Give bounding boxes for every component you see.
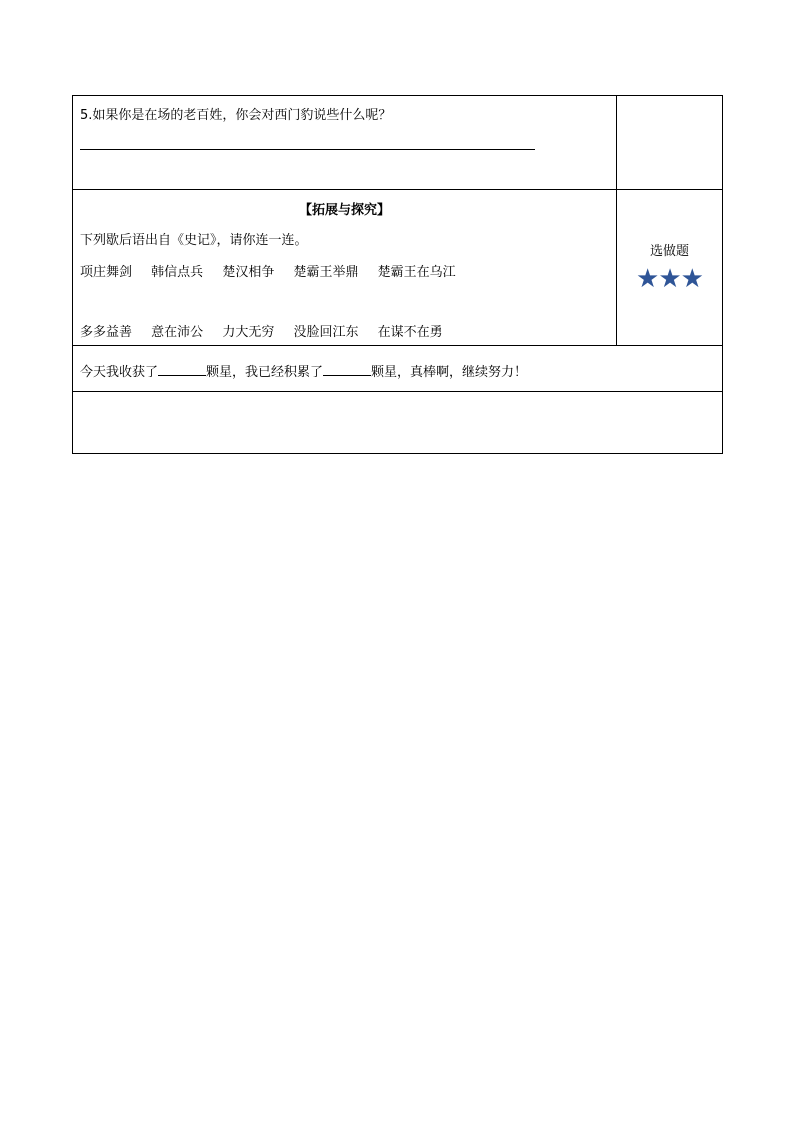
extension-row — [73, 190, 723, 346]
extension-instruction: 下列歇后语出自《史记》，请你连一连。 — [80, 233, 308, 248]
extension-title: 【拓展与探究】 — [298, 203, 390, 218]
empty-cell[interactable] — [73, 392, 723, 454]
extension-cell — [73, 190, 617, 346]
star-icon: ★ — [658, 264, 681, 294]
empty-row — [73, 392, 723, 454]
answer-line[interactable] — [80, 149, 535, 150]
left-item[interactable]: 楚汉相争 — [222, 265, 275, 280]
worksheet-table — [72, 95, 723, 454]
summary-row — [73, 346, 723, 392]
summary-part3: 颗星，真棒啊，继续努力！ — [371, 365, 528, 380]
summary-cell — [73, 346, 723, 392]
question5-text: 5.如果你是在场的老百姓，你会对西门豹说些什么呢？ — [80, 108, 392, 123]
left-items-row — [80, 261, 471, 280]
optional-side-cell — [617, 190, 723, 346]
left-item[interactable]: 楚霸王在乌江 — [377, 265, 456, 280]
right-item[interactable]: 意在沛公 — [151, 325, 204, 340]
question5-cell — [73, 96, 617, 190]
question-row — [73, 96, 723, 190]
summary-text — [80, 361, 527, 380]
left-item[interactable]: 楚霸王举鼎 — [293, 265, 359, 280]
star-icon: ★ — [636, 264, 659, 294]
right-items-row — [80, 321, 458, 340]
star-rating — [617, 264, 722, 294]
right-item[interactable]: 多多益善 — [80, 325, 133, 340]
question5-side-cell — [617, 96, 723, 190]
summary-part1: 今天我收获了 — [80, 365, 159, 380]
star-icon: ★ — [680, 264, 703, 294]
stars-total-blank[interactable] — [323, 363, 371, 376]
stars-earned-blank[interactable] — [158, 363, 206, 376]
right-item[interactable]: 在谋不在勇 — [377, 325, 443, 340]
left-item[interactable]: 项庄舞剑 — [80, 265, 133, 280]
summary-part2: 颗星，我已经积累了 — [206, 365, 324, 380]
optional-label: 选做题 — [649, 244, 689, 259]
left-item[interactable]: 韩信点兵 — [151, 265, 204, 280]
right-item[interactable]: 没脸回江东 — [293, 325, 359, 340]
right-item[interactable]: 力大无穷 — [222, 325, 275, 340]
